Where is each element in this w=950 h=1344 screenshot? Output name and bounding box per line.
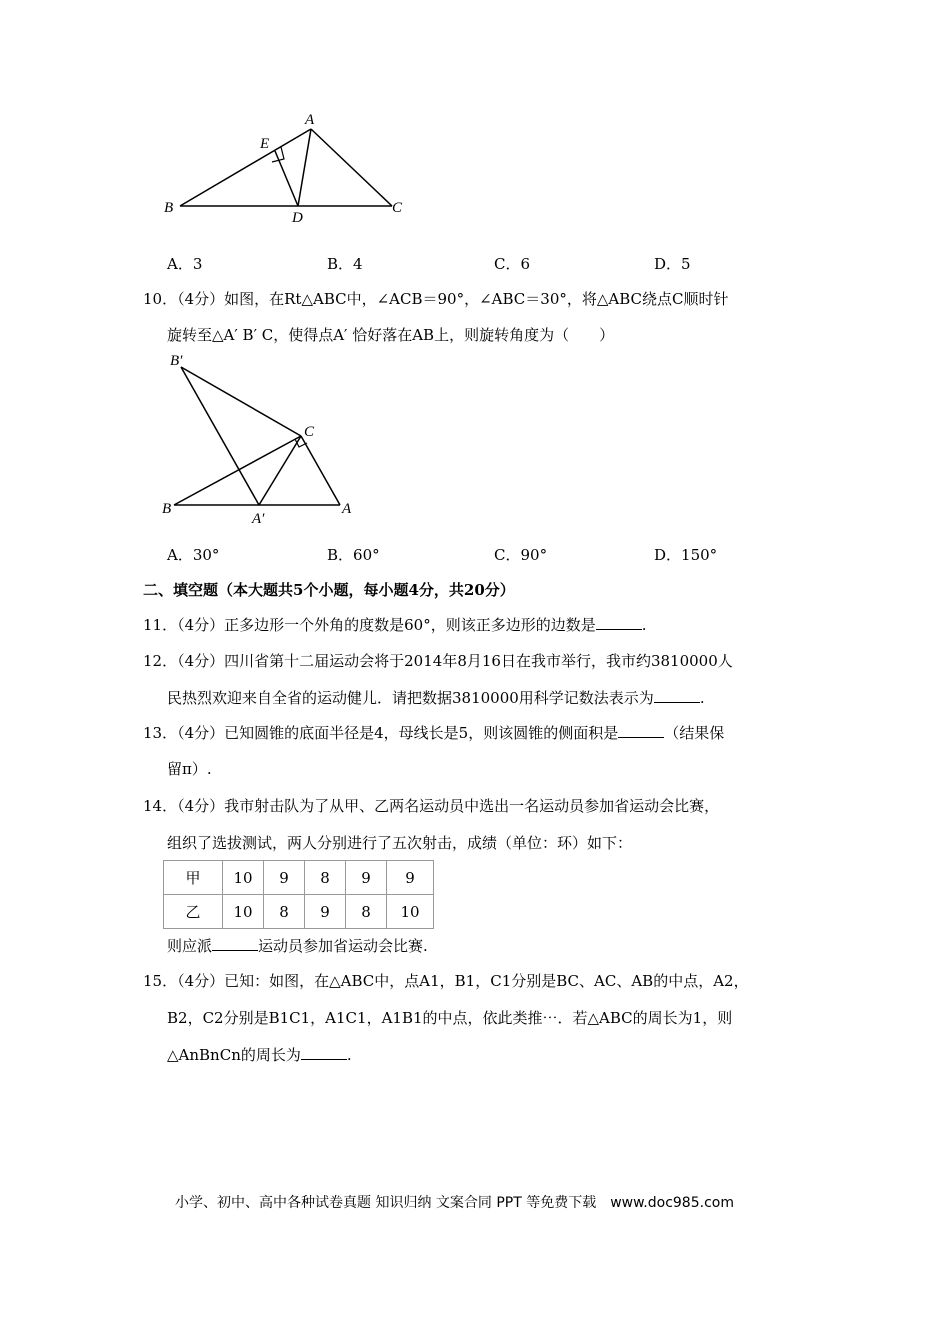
q10-number: 10． <box>143 290 178 308</box>
q12-line2 <box>167 688 705 708</box>
q10-label-b: B <box>162 501 172 517</box>
q11-answer-blank <box>596 615 642 630</box>
q9-option-d: D．5 <box>654 255 691 273</box>
q10-label-a: A <box>342 501 352 517</box>
q13-line2: 留π）. <box>167 760 212 778</box>
table-cell: 9 <box>387 861 434 895</box>
q14-answer-blank <box>212 936 258 951</box>
q13-text-line1a: （4分）已知圆锥的底面半径是4，母线长是5，则该圆锥的侧面积是 <box>177 724 619 742</box>
table-row <box>164 895 434 929</box>
q14-score-table <box>163 860 434 929</box>
section-fill-in-heading: 二、填空题（本大题共5个小题，每小题4分，共20分） <box>143 581 515 599</box>
q15-line2: B2，C2分别是B1C1，A1C1，A1B1的中点，依此类推⋯．若△ABC的周长为1，则 <box>167 1009 733 1027</box>
q13-number: 13． <box>143 724 178 742</box>
table-cell: 10 <box>223 895 264 929</box>
table-cell: 9 <box>346 861 387 895</box>
q9-label-e: E <box>260 136 270 152</box>
q15-number: 15． <box>143 972 178 990</box>
q10-option-d: D．150° <box>654 546 718 564</box>
table-cell: 甲 <box>164 861 223 895</box>
q12-line1 <box>143 651 733 671</box>
q10-text-line1: （4分）如图，在Rt△ABC中，∠ACB＝90°，∠ABC＝30°，将△ABC绕点C顺时针 <box>177 290 729 308</box>
q14-number: 14． <box>143 797 178 815</box>
table-cell: 8 <box>264 895 305 929</box>
q9-label-a: A <box>305 112 315 128</box>
table-cell: 8 <box>346 895 387 929</box>
q9-triangle-figure <box>160 108 420 228</box>
q11-number: 11． <box>143 616 178 634</box>
q10-label-b-prime: B′ <box>170 353 183 369</box>
q10-option-c: C．90° <box>494 546 548 564</box>
q15-answer-blank <box>301 1045 347 1060</box>
q12-end: . <box>699 689 705 707</box>
q14-line2: 组织了选拔测试，两人分别进行了五次射击，成绩（单位：环）如下： <box>167 834 633 852</box>
q14-after-b: 运动员参加省运动会比赛. <box>258 937 428 955</box>
q10-line2: 旋转至△A′ B′ C，使得点A′ 恰好落在AB上，则旋转角度为（ ） <box>167 326 615 344</box>
q15-line1 <box>143 971 749 991</box>
q15-text-line3b: . <box>346 1046 352 1064</box>
q15-line3 <box>167 1045 352 1065</box>
q10-option-b: B．60° <box>327 546 380 564</box>
q9-label-c: C <box>392 200 403 216</box>
q13-answer-blank <box>618 723 664 738</box>
q10-rotation-figure <box>158 350 378 530</box>
table-cell: 乙 <box>164 895 223 929</box>
table-cell: 10 <box>223 861 264 895</box>
q12-text-line1: （4分）四川省第十二届运动会将于2014年8月16日在我市举行，我市约3810000人 <box>177 652 733 670</box>
q10-label-c: C <box>304 424 315 440</box>
q14-after-line <box>167 936 428 956</box>
q13-line1 <box>143 723 724 743</box>
q9-option-b: B．4 <box>327 255 363 273</box>
q9-option-c: C．6 <box>494 255 531 273</box>
table-cell: 9 <box>305 895 346 929</box>
page-footer: 小学、初中、高中各种试卷真题 知识归纳 文案合同 PPT 等免费下载 www.doc985.com <box>175 1195 734 1211</box>
q11-end: . <box>641 616 647 634</box>
q12-text-line2: 民热烈欢迎来自全省的运动健儿．请把数据3810000用科学记数法表示为 <box>167 689 654 707</box>
q12-number: 12． <box>143 652 178 670</box>
q12-answer-blank <box>654 688 700 703</box>
q10-option-a: A．30° <box>167 546 220 564</box>
table-cell: 10 <box>387 895 434 929</box>
q9-option-a: A．3 <box>167 255 203 273</box>
q14-text-line1: （4分）我市射击队为了从甲、乙两名运动员中选出一名运动员参加省运动会比赛， <box>177 797 720 815</box>
table-row <box>164 861 434 895</box>
q9-label-b: B <box>164 200 174 216</box>
q13-text-line1b: （结果保 <box>664 724 725 742</box>
q9-label-d: D <box>292 210 303 226</box>
q11-line <box>143 615 647 635</box>
q14-line1 <box>143 796 719 816</box>
q15-text-line3a: △AnBnCn的周长为 <box>167 1046 301 1064</box>
table-cell: 8 <box>305 861 346 895</box>
q15-text-line1: （4分）已知：如图，在△ABC中，点A1，B1，C1分别是BC、AC、AB的中点，A2， <box>177 972 749 990</box>
q10-line1 <box>143 289 729 309</box>
q10-label-a-prime: A′ <box>252 511 265 527</box>
table-cell: 9 <box>264 861 305 895</box>
q11-text: （4分）正多边形一个外角的度数是60°，则该正多边形的边数是 <box>177 616 596 634</box>
q14-after-a: 则应派 <box>167 937 213 955</box>
